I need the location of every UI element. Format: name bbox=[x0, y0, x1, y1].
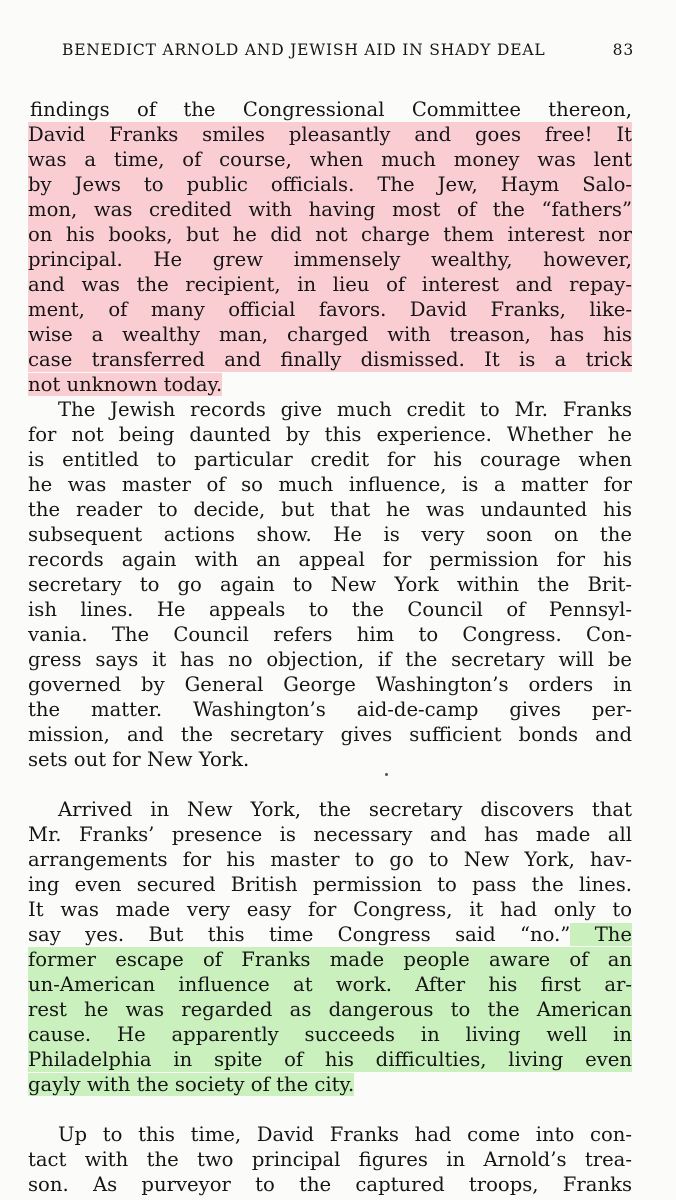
highlighted-line: was a time, of course, when much money was lent bbox=[28, 148, 632, 171]
highlighted-line: former escape of Franks made people aware of an bbox=[28, 948, 632, 971]
highlighted-line bbox=[28, 372, 632, 397]
text-line: Arrived in New York, the secretary discovers that bbox=[58, 798, 632, 821]
text-line: Up to this time, David Franks had come into con- bbox=[58, 1123, 632, 1146]
print-speck bbox=[385, 773, 388, 776]
highlighted-line: and was the recipient, in lieu of interest and repay- bbox=[28, 273, 632, 296]
text-segment: say yes. But this time Congress said “no.” bbox=[28, 923, 571, 946]
text-line: ing even secured British permission to pass the lines. bbox=[28, 873, 632, 896]
text-line: governed by General George Washington’s orders in bbox=[28, 673, 632, 696]
text-line: gress says it has no objection, if the secretary will be bbox=[28, 648, 632, 671]
text-line: the matter. Washington’s aid-de-camp gives per- bbox=[28, 698, 632, 721]
text-line: he was master of so much influence, is a matter for bbox=[28, 473, 632, 496]
text-line: arrangements for his master to go to New York, hav- bbox=[28, 848, 632, 871]
paragraph-3 bbox=[28, 797, 632, 1097]
highlighted-line: case transferred and finally dismissed. It is a trick bbox=[28, 348, 632, 371]
text-line: son. As purveyor to the captured troops, Franks bbox=[28, 1173, 632, 1196]
paragraph-2 bbox=[28, 397, 632, 772]
text-line: mission, and the secretary gives sufficient bonds and bbox=[28, 723, 632, 746]
highlighted-line: wise a wealthy man, charged with treason, has his bbox=[28, 323, 632, 346]
paragraph-1 bbox=[28, 97, 632, 397]
text-line: It was made very easy for Congress, it had only to bbox=[28, 898, 632, 921]
highlight-segment: gayly with the society of the city. bbox=[28, 1073, 355, 1096]
text-line bbox=[28, 922, 632, 947]
highlighted-line: Philadelphia in spite of his difficulties, living even bbox=[28, 1048, 632, 1071]
highlighted-line: by Jews to public officials. The Jew, Haym Salo- bbox=[28, 173, 632, 196]
paragraph-4 bbox=[28, 1122, 632, 1197]
highlighted-line: mon, was credited with having most of the “fathers” bbox=[28, 198, 632, 221]
highlighted-line: principal. He grew immensely wealthy, however, bbox=[28, 248, 632, 271]
highlighted-line: David Franks smiles pleasantly and goes free! It bbox=[28, 123, 632, 146]
text-line: The Jewish records give much credit to Mr. Franks bbox=[58, 398, 632, 421]
text-line: sets out for New York. bbox=[28, 748, 250, 771]
highlighted-line: on his books, but he did not charge them interest nor bbox=[28, 223, 632, 246]
text-line: the reader to decide, but that he was undaunted his bbox=[28, 498, 632, 521]
highlight-segment: The bbox=[570, 923, 632, 946]
running-head bbox=[62, 36, 634, 64]
text-line: ish lines. He appeals to the Council of Pennsyl- bbox=[28, 598, 632, 621]
highlighted-line: rest he was regarded as dangerous to the American bbox=[28, 998, 632, 1021]
text-line: is entitled to particular credit for his courage when bbox=[28, 448, 632, 471]
running-head-title: BENEDICT ARNOLD AND JEWISH AID IN SHADY DEAL bbox=[62, 41, 546, 59]
text-line: records again with an appeal for permission for his bbox=[28, 548, 632, 571]
highlighted-line: cause. He apparently succeeds in living well in bbox=[28, 1023, 632, 1046]
text-line: vania. The Council refers him to Congress. Con- bbox=[28, 623, 632, 646]
text-line: Mr. Franks’ presence is necessary and has made all bbox=[28, 823, 632, 846]
text-line: findings of the Congressional Committee thereon, bbox=[30, 98, 632, 121]
highlighted-line bbox=[28, 1072, 632, 1097]
highlighted-line: un-American influence at work. After his first ar- bbox=[28, 973, 632, 996]
highlighted-line: ment, of many official favors. David Franks, like- bbox=[28, 298, 632, 321]
highlight-segment: not unknown today. bbox=[28, 373, 223, 396]
text-line: subsequent actions show. He is very soon on the bbox=[28, 523, 632, 546]
text-line: secretary to go again to New York within the Brit- bbox=[28, 573, 632, 596]
text-line: for not being daunted by this experience. Whether he bbox=[28, 423, 632, 446]
page-number: 83 bbox=[612, 41, 634, 59]
text-line: tact with the two principal figures in Arnold’s trea- bbox=[28, 1148, 632, 1171]
